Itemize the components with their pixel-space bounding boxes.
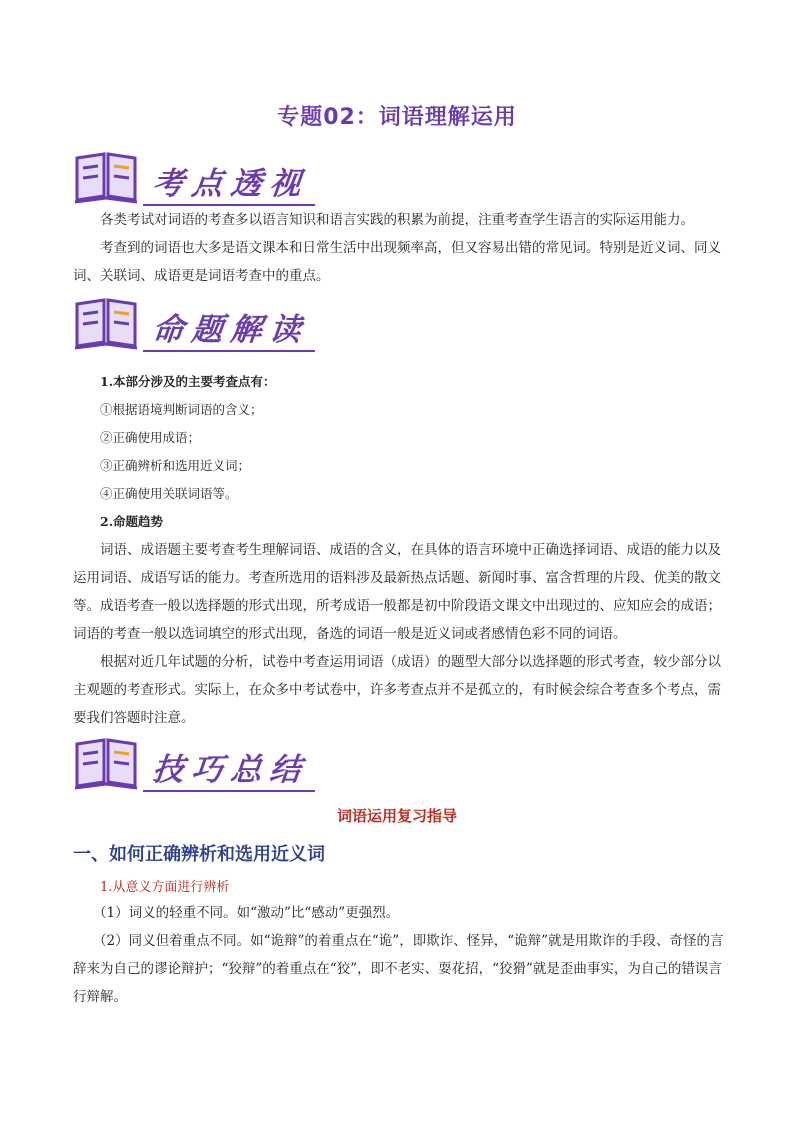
paragraph: 根据对近几年试题的分析，试卷中考查运用词语（成语）的题型大部分以选择题的形式考查，较少部分以主观题的考查形式。实际上，在众多中考试卷中，许多考查点并不是孤立的，有时候会综合考查多个考点，需要我们答题时注意。 bbox=[73, 654, 721, 726]
section-heading: 命题解读 bbox=[150, 312, 311, 348]
section-header-kaodian bbox=[73, 152, 333, 208]
section-heading: 技巧总结 bbox=[150, 752, 311, 788]
list-item: ①根据语境判断词语的含义； bbox=[100, 402, 263, 417]
paragraph: 词语、成语题主要考查考生理解词语、成语的含义，在具体的语言环境中正确选择词语、成语的能力以及运用词语、成语写话的能力。考查所选用的语料涉及最新热点话题、新闻时事、富含哲理的片段、优美的散文等。成语考查一般以选择题的形式出现，所考成语一般都是初中阶段语文课文中出现过的、应知应会的成语；词语的考查一般以选词填空的形式出现，备选的词语一般是近义词或者感情色彩不同的词语。 bbox=[73, 542, 721, 642]
guide-title: 词语运用复习指导 bbox=[336, 807, 457, 825]
heading-underline bbox=[143, 350, 315, 352]
list-item: ②正确使用成语； bbox=[100, 430, 201, 445]
paragraph: 各类考试对词语的考查多以语言知识和语言实践的积累为前提，注重考查学生语言的实际运用能力。 bbox=[100, 212, 694, 228]
heading-underline bbox=[143, 790, 315, 792]
paragraph: （2）同义但着重点不同。如“诡辩”的着重点在“诡”，即欺诈、怪异，“诡辩”就是用欺诈的手段、奇怪的言辞来为自己的谬论辩护；“狡辩”的着重点在“狡”，即不老实、耍花招，“狡猾”就是歪曲事实，为自己的错误言行辩解。 bbox=[73, 933, 724, 1005]
points-title: 1.本部分涉及的主要考查点有： bbox=[100, 374, 276, 389]
section-header-mingti bbox=[73, 298, 333, 354]
section-header-jiqiao bbox=[73, 738, 333, 794]
list-item: ④正确使用关联词语等。 bbox=[100, 486, 238, 501]
paragraph: （1）词义的轻重不同。如“激动”比“感动”更强烈。 bbox=[93, 905, 400, 921]
list-item: ③正确辨析和选用近义词； bbox=[100, 458, 251, 473]
section-subheading: 一、如何正确辨析和选用近义词 bbox=[73, 844, 325, 865]
section-heading: 考点透视 bbox=[150, 166, 311, 202]
book-icon bbox=[73, 152, 139, 206]
page-title: 专题02：词语理解运用 bbox=[277, 105, 517, 130]
book-icon bbox=[73, 298, 139, 352]
paragraph: 考查到的词语也大多是语文课本和日常生活中出现频率高，但又容易出错的常见词。特别是近义词、同义词、关联词、成语更是词语考查中的重点。 bbox=[73, 240, 721, 284]
book-icon bbox=[73, 738, 139, 792]
trend-title: 2.命题趋势 bbox=[100, 514, 164, 529]
sub-heading: 1.从意义方面进行辨析 bbox=[100, 880, 230, 895]
